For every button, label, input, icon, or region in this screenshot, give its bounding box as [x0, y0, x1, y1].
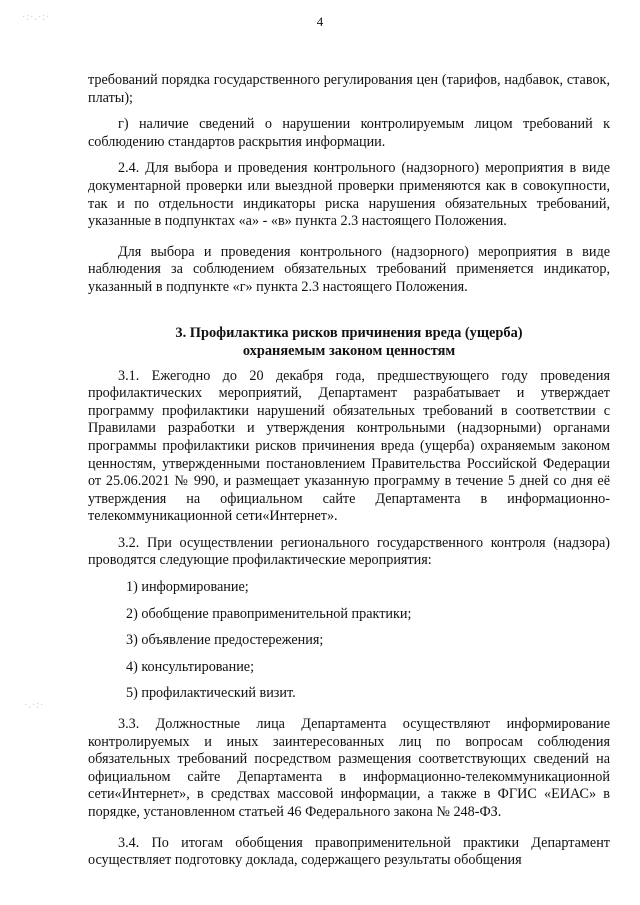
section-3-heading: [88, 324, 610, 360]
list-item: 5) профилактический визит.: [126, 685, 296, 702]
paragraph-3-3: 3.3. Должностные лица Департамента осуществляют информирование контролируемых и иных заинтересованных лиц по вопросам соблюдения обязательных требований посредством размещения соответствующих сведений на официальном сайте Департамента в информационно-телекоммуникационной сети«Интернет», в средствах массовой информации, а также в ФГИС «ЕИАС» в порядке, установленном статьей 46 Федерального закона № 248-ФЗ.: [88, 716, 610, 820]
paragraph-3-4: 3.4. По итогам обобщения правоприменительной практики Департамент осуществляет подготовку доклада, содержащего результаты обобщения: [88, 834, 610, 869]
section-heading-line-1: 3. Профилактика рисков причинения вреда (ущерба): [175, 324, 523, 341]
list-item: 2) обобщение правоприменительной практики;: [126, 605, 412, 622]
list-item: 3) объявление предостережения;: [126, 632, 324, 649]
section-heading-line-2: охраняемым законом ценностям: [242, 342, 456, 359]
paragraph-3-2: 3.2. При осуществлении регионального государственного контроля (надзора) проводятся следующие профилактические мероприятия:: [88, 534, 610, 569]
preventive-measures-list: [88, 579, 610, 703]
scan-artifact-bottom: ·.·:·: [24, 700, 45, 711]
scan-artifact-top: ·:·.·:·: [22, 12, 51, 23]
list-item: 1) информирование;: [126, 579, 249, 596]
paragraph-subpoint-g: г) наличие сведений о нарушении контролируемым лицом требований к соблюдению стандартов раскрытия информации.: [88, 116, 610, 150]
paragraph-3-1: 3.1. Ежегодно до 20 декабря года, предшествующего году проведения профилактических мероприятий, Департамент разрабатывает и утверждает программу профилактики нарушений обязательных требований в соответствии с Правилами разработки и утверждения контрольными (надзорными) органами программы профилактики рисков причинения вреда (ущерба) охраняемым законом ценностям, утвержденными постановлением Правительства Российской Федерации от 25.06.2021 № 990, и размещает указанную программу в течение 5 дней со дня её утверждения на официальном сайте Департамента в информационно-телекоммуникационной сети«Интернет».: [88, 367, 610, 525]
page-number: 4: [316, 14, 324, 29]
document-body: [88, 72, 610, 870]
paragraph-2-4: 2.4. Для выбора и проведения контрольного (надзорного) мероприятия в виде документарной проверки или выездной проверки применяются как в совокупности, так и по отдельности индикаторы риска нарушения обязательных требований, указанные в подпунктах «а» - «в» пункта 2.3 настоящего Положения.: [88, 160, 610, 230]
list-item: 4) консультирование;: [126, 658, 255, 675]
paragraph-2-4-observation: Для выбора и проведения контрольного (надзорного) мероприятия в виде наблюдения за соблюдением обязательных требований применяется индикатор, указанный в подпункте «г» пункта 2.3 настоящего Положения.: [88, 243, 610, 295]
paragraph-continuation: требований порядка государственного регулирования цен (тарифов, надбавок, ставок, платы);: [88, 72, 610, 106]
